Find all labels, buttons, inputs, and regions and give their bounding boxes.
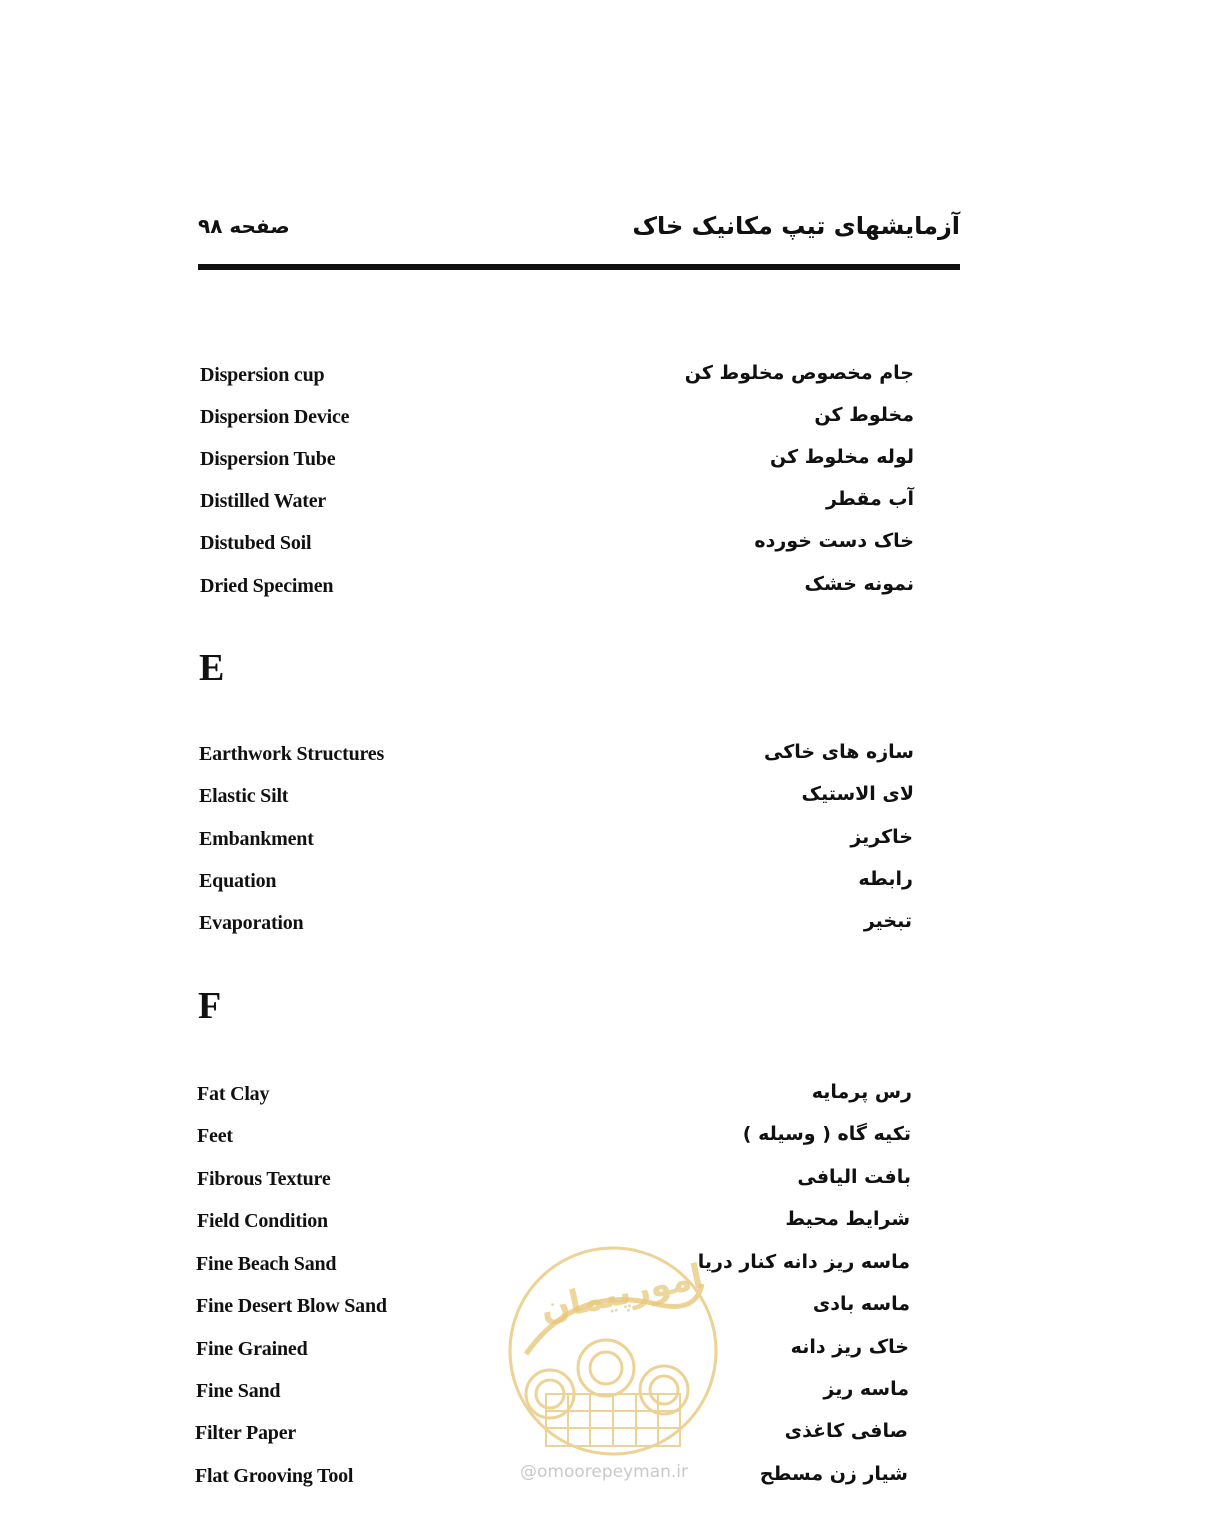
persian-term: لای الاستیک: [801, 783, 914, 805]
persian-term: خاک ریز دانه: [790, 1336, 909, 1358]
header-rule: [198, 264, 960, 270]
persian-term: نمونه خشک: [804, 573, 914, 595]
persian-term: شیار زن مسطح: [759, 1463, 908, 1485]
persian-term: رابطه: [858, 868, 913, 890]
english-term: Distilled Water: [200, 490, 327, 512]
glossary-entry: [200, 575, 914, 605]
section-letter-e: E: [199, 647, 225, 689]
english-term: Distubed Soil: [200, 532, 312, 554]
english-term: Fine Grained: [196, 1338, 308, 1360]
persian-term: بافت الیافی: [797, 1166, 911, 1188]
glossary-entry: [197, 1210, 910, 1240]
english-term: Dispersion Tube: [200, 448, 336, 470]
page-number: صفحه ۹۸: [198, 214, 290, 238]
glossary-entry: [200, 532, 914, 562]
glossary-entry: [199, 870, 913, 900]
persian-term: صافی کاغذی: [784, 1420, 908, 1442]
persian-term: آب مقطر: [826, 488, 914, 510]
glossary-entry: [200, 448, 914, 478]
english-term: Feet: [197, 1125, 233, 1147]
persian-term: تکیه گاه ( وسیله ): [742, 1123, 911, 1145]
watermark-logo: [506, 1244, 720, 1458]
persian-term: مخلوط کن: [814, 404, 914, 426]
glossary-entry: [199, 743, 914, 773]
glossary-entry: [200, 406, 914, 436]
glossary-entry: [199, 912, 912, 942]
english-term: Fine Desert Blow Sand: [196, 1295, 387, 1317]
persian-term: ماسه ریز دانه کنار دریا: [697, 1251, 910, 1273]
watermark-logo-text: امورپیمان: [536, 1256, 707, 1330]
glossary-entry: [197, 1168, 911, 1198]
glossary-entry: [197, 1125, 911, 1155]
english-term: Earthwork Structures: [199, 743, 385, 765]
english-term: Fibrous Texture: [197, 1168, 331, 1190]
persian-term: شرایط محیط: [785, 1208, 910, 1230]
english-term: Flat Grooving Tool: [195, 1465, 354, 1487]
english-term: Embankment: [199, 828, 314, 850]
english-term: Filter Paper: [195, 1422, 297, 1444]
english-term: Evaporation: [199, 912, 304, 934]
english-term: Fine Sand: [196, 1380, 281, 1402]
persian-term: خاکریز: [850, 826, 913, 848]
persian-term: رس پرمایه: [811, 1081, 912, 1103]
english-term: Fine Beach Sand: [196, 1253, 337, 1275]
glossary-entry: [200, 364, 914, 394]
english-term: Elastic Silt: [199, 785, 289, 807]
glossary-entry: [199, 785, 914, 815]
glossary-entry: [200, 490, 914, 520]
glossary-entry: [197, 1083, 912, 1113]
persian-term: لوله مخلوط کن: [770, 446, 914, 468]
english-term: Dried Specimen: [200, 575, 334, 597]
english-term: Equation: [199, 870, 277, 892]
persian-term: جام مخصوص مخلوط کن: [684, 362, 914, 384]
persian-term: ماسه ریز: [823, 1378, 909, 1400]
persian-term: سازه های خاکی: [763, 741, 914, 763]
page-header: [198, 212, 960, 252]
persian-term: ماسه بادی: [812, 1293, 910, 1315]
section-letter-f: F: [198, 985, 222, 1027]
english-term: Dispersion cup: [200, 364, 325, 386]
persian-term: تبخیر: [863, 910, 912, 932]
english-term: Fat Clay: [197, 1083, 270, 1105]
glossary-entry: [199, 828, 913, 858]
book-title: آزمایشهای تیپ مکانیک خاک: [632, 212, 960, 240]
watermark-url: @omoorepeyman.ir: [520, 1462, 689, 1482]
english-term: Dispersion Device: [200, 406, 350, 428]
persian-term: خاک دست خورده: [754, 530, 914, 552]
english-term: Field Condition: [197, 1210, 328, 1232]
